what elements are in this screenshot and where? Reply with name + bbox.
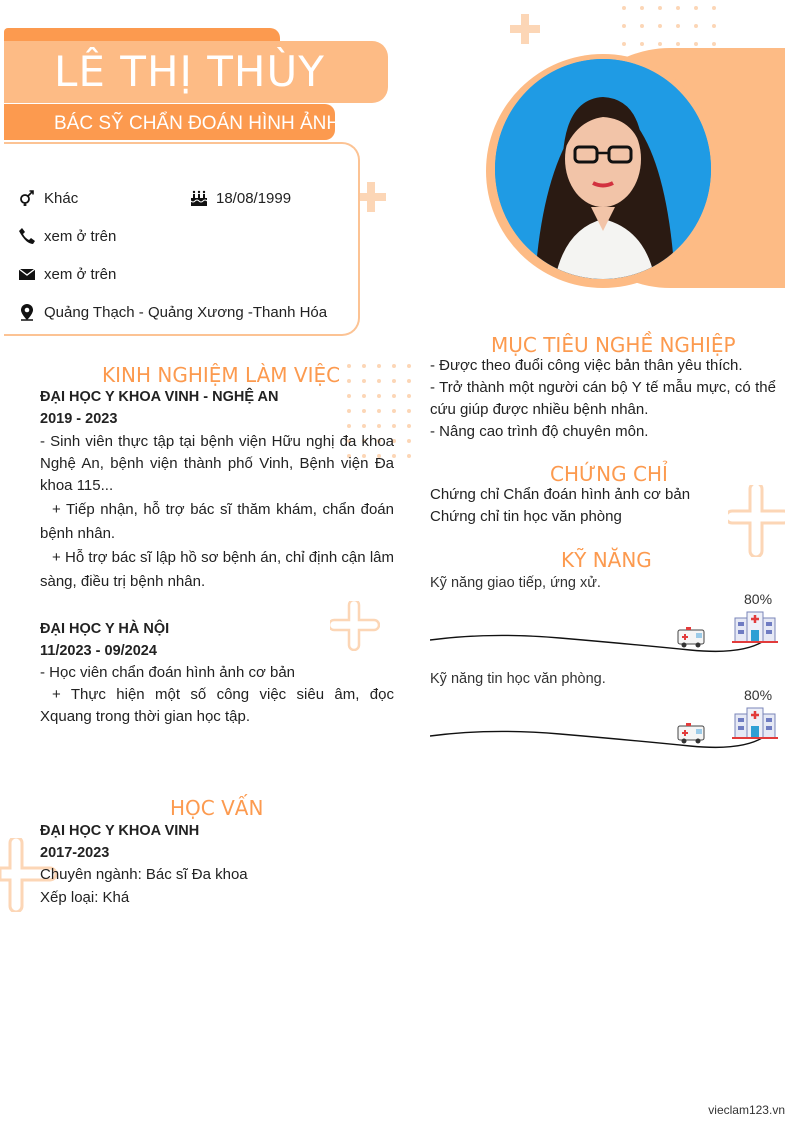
email-value: xem ở trên <box>44 265 117 283</box>
ambulance-icon <box>678 723 704 744</box>
mail-icon <box>18 265 36 283</box>
phone-icon <box>18 227 36 245</box>
ambulance-icon <box>678 627 704 648</box>
contact-phone <box>18 227 116 245</box>
plus-outline-middle <box>330 601 380 651</box>
experience-line: - Sinh viên thực tập tại bệnh viện Hữu nghị đa khoa Nghệ An, bệnh viện thành phố Vinh, Bệnh viện Đa khoa 115... <box>40 433 394 494</box>
objective-line: - Được theo đuổi công việc bản thân yêu thích. <box>430 357 743 374</box>
job-title: BÁC SỸ CHẨN ĐOÁN HÌNH ẢNH <box>54 113 341 134</box>
experience-period-1: 2019 - 2023 <box>40 411 118 427</box>
objective-heading: MỤC TIÊU NGHỀ NGHIỆP <box>491 333 736 357</box>
education-rank: Xếp loại: Khá <box>40 889 130 906</box>
experience-heading: KINH NGHIỆM LÀM VIỆC <box>102 363 341 387</box>
location-icon <box>18 303 36 321</box>
footer-brand: vieclam123.vn <box>708 1103 785 1117</box>
skill-name: Kỹ năng giao tiếp, ứng xử. <box>430 575 601 591</box>
hospital-icon <box>732 612 778 642</box>
experience-org-1: ĐẠI HỌC Y KHOA VINH - NGHỆ AN <box>40 389 279 405</box>
gender-icon <box>18 189 36 207</box>
skill-progress-track <box>430 610 785 660</box>
experience-period-2: 11/2023 - 09/2024 <box>40 643 157 659</box>
education-period: 2017-2023 <box>40 845 110 861</box>
avatar <box>495 59 711 279</box>
birthday-value: 18/08/1999 <box>216 189 292 207</box>
contact-email <box>18 265 116 283</box>
portrait-photo <box>495 59 711 279</box>
experience-org-2: ĐẠI HỌC Y HÀ NỘI <box>40 621 170 637</box>
education-school: ĐẠI HỌC Y KHOA VINH <box>40 823 200 839</box>
objective-line: - Trở thành một người cán bộ Y tế mẫu mực, có thể cứu giúp được nhiều bệnh nhân. <box>430 379 776 418</box>
plus-outline-right <box>728 485 785 557</box>
plus-decoration-top <box>508 12 542 46</box>
contact-gender <box>18 189 78 207</box>
cake-icon <box>190 189 208 207</box>
education-heading: HỌC VẤN <box>170 796 264 820</box>
candidate-name: LÊ THỊ THÙY <box>54 47 325 96</box>
contact-birthday <box>190 189 291 207</box>
certificate-item: Chứng chỉ Chẩn đoán hình ảnh cơ bản <box>430 486 691 503</box>
skill-percent: 80% <box>744 591 773 607</box>
experience-line: + Hỗ trợ bác sĩ lập hồ sơ bệnh án, chỉ định cận lâm sàng, điều trị bệnh nhân. <box>40 549 394 590</box>
address-value: Quảng Thạch - Quảng Xương -Thanh Hóa <box>44 303 328 321</box>
skill-name: Kỹ năng tin học văn phòng. <box>430 671 606 687</box>
gender-value: Khác <box>44 189 79 207</box>
phone-value: xem ở trên <box>44 227 117 245</box>
objective-line: - Nâng cao trình độ chuyên môn. <box>430 423 649 440</box>
experience-line: + Thực hiện một số công việc siêu âm, đọc Xquang trong thời gian học tập. <box>40 686 394 725</box>
skill-percent: 80% <box>744 687 773 703</box>
experience-line: + Tiếp nhận, hỗ trợ bác sĩ thăm khám, chẩn đoán bệnh nhân. <box>40 501 394 542</box>
education-major: Chuyên ngành: Bác sĩ Đa khoa <box>40 866 248 883</box>
experience-line: - Học viên chẩn đoán hình ảnh cơ bản <box>40 664 296 681</box>
dot-grid-top <box>622 6 716 46</box>
hospital-icon <box>732 708 778 738</box>
certificates-heading: CHỨNG CHỈ <box>550 462 668 486</box>
skill-progress-track <box>430 706 785 756</box>
certificate-item: Chứng chỉ tin học văn phòng <box>430 508 622 525</box>
contact-address <box>18 303 327 321</box>
skills-heading: KỸ NĂNG <box>561 548 652 572</box>
